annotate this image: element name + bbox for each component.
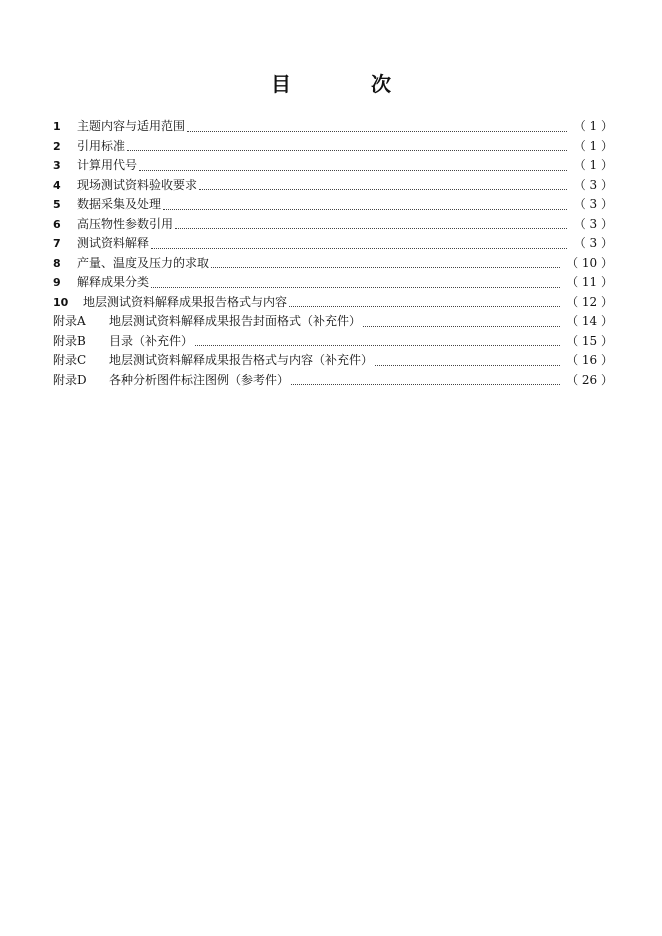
toc-entry-title: 解释成果分类 [77,275,150,289]
dot-leader [175,227,567,229]
toc-entry-page: （ 10 ） [566,255,613,270]
toc-entry-page: （ 3 ） [573,236,613,250]
toc-entry-page: （ 1 ） [573,158,613,172]
toc-entry-number: 4 [53,178,61,192]
toc-entry-title: 高压物性参数引用 [77,216,174,231]
toc-entry-5 [53,195,613,215]
toc-entry-8 [53,254,613,274]
toc-entry-number: 附录C [53,353,87,367]
toc-entry-page: （ 16 ） [566,353,613,367]
toc-entry-title: 引用标准 [77,138,126,153]
toc-entry-10 [53,293,613,313]
toc-entry-title: 地层测试资料解释成果报告封面格式（补充件） [109,314,362,328]
toc-entry-page: （ 26 ） [566,372,613,387]
toc-entry-page: （ 3 ） [573,177,613,192]
dot-leader [199,188,567,190]
toc-entry-number: 10 [53,295,69,309]
toc-entry-number: 6 [53,217,61,231]
toc-entry-number: 2 [53,139,61,153]
dot-leader [127,149,567,151]
toc-entry-title: 数据采集及处理 [77,197,162,211]
toc-entry-2 [53,137,613,157]
dot-leader [195,344,560,346]
toc-entry-title: 地层测试资料解释成果报告格式与内容（补充件） [109,353,374,367]
dot-leader [211,266,560,268]
dot-leader [375,364,560,366]
dot-leader [163,208,567,210]
toc-entry-7 [53,234,613,254]
toc-entry-number: 附录B [53,333,86,348]
toc-entry-page: （ 14 ） [566,314,613,328]
toc-entry-appendix-b [53,332,613,352]
dot-leader [363,325,560,327]
toc-entry-appendix-a [53,312,613,332]
toc-entry-title: 主题内容与适用范围 [77,119,186,133]
toc-entry-page: （ 11 ） [566,275,613,289]
toc-entry-page: （ 12 ） [566,294,613,309]
toc-entry-number: 附录D [53,372,87,387]
dot-leader [151,247,567,249]
toc-entry-page: （ 1 ） [573,138,613,153]
toc-entry-page: （ 1 ） [573,119,613,133]
toc-entry-title: 各种分析图件标注图例（参考件） [109,372,290,387]
dot-leader [289,305,560,307]
toc-entry-9 [53,273,613,293]
toc-entry-title: 测试资料解释 [77,236,150,250]
dot-leader [139,169,567,171]
toc-entry-page: （ 15 ） [566,333,613,348]
toc-entry-page: （ 3 ） [573,216,613,231]
toc-entry-4 [53,176,613,196]
toc-entry-number: 9 [53,276,61,289]
page-title: 目 次 [271,72,421,96]
toc-entry-1 [53,117,613,137]
toc-entry-page: （ 3 ） [573,197,613,211]
toc-entry-number: 7 [53,237,61,250]
toc-entry-title: 目录（补充件） [109,333,194,348]
toc-entry-3 [53,156,613,176]
toc-entry-number: 3 [53,159,61,172]
toc-entry-6 [53,215,613,235]
toc-entry-number: 8 [53,256,61,270]
toc-entry-number: 1 [53,120,61,133]
dot-leader [187,130,567,132]
table-of-contents [53,117,613,390]
dot-leader [151,286,560,288]
toc-entry-number: 附录A [53,314,86,328]
toc-entry-appendix-c [53,351,613,371]
dot-leader [291,383,560,385]
toc-entry-title: 现场测试资料验收要求 [77,177,198,192]
toc-entry-title: 计算用代号 [77,158,138,172]
toc-entry-number: 5 [53,198,61,211]
toc-entry-title: 产量、温度及压力的求取 [77,255,210,270]
toc-entry-title: 地层测试资料解释成果报告格式与内容 [83,294,288,309]
toc-entry-appendix-d [53,371,613,391]
